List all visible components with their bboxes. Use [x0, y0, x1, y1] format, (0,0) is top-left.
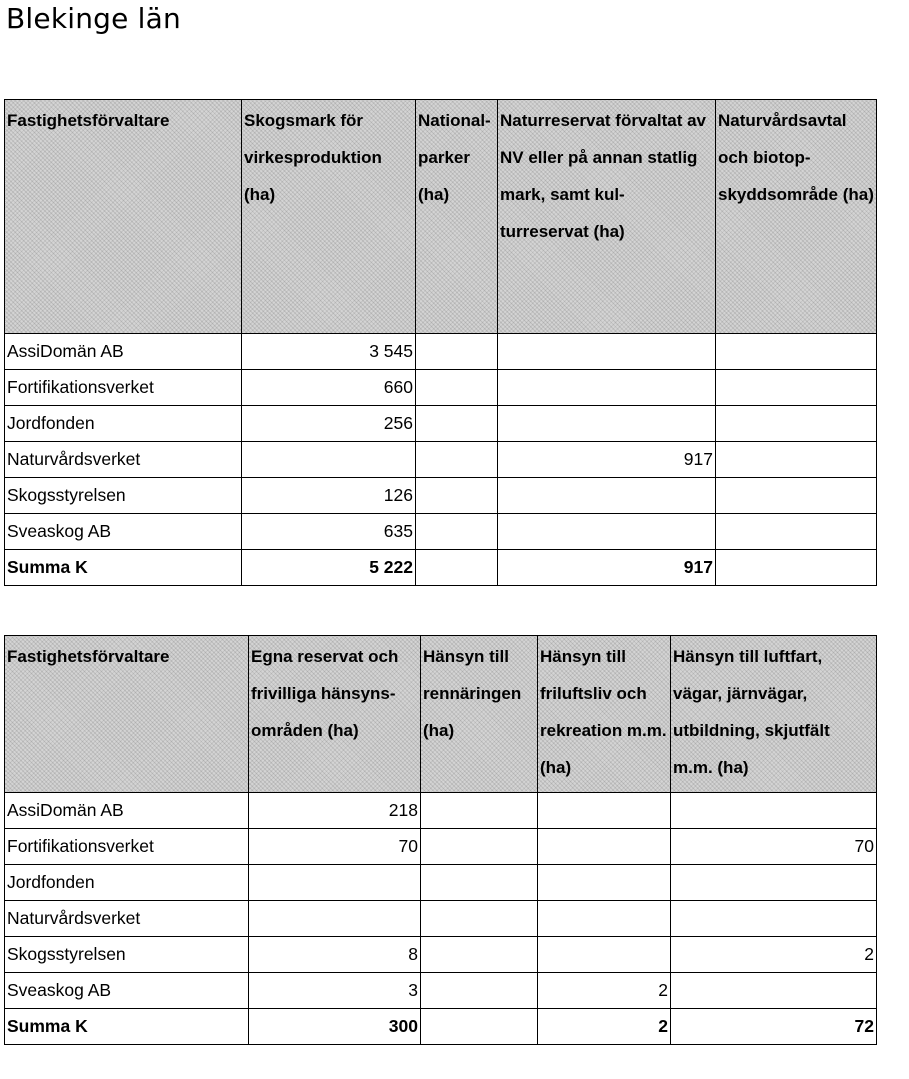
value-cell: 70	[249, 829, 421, 865]
sum-row	[5, 550, 877, 586]
value-cell	[416, 514, 498, 550]
value-cell	[671, 793, 877, 829]
value-cell: 256	[242, 406, 416, 442]
table-row	[5, 478, 877, 514]
value-cell	[716, 550, 877, 586]
value-cell	[716, 478, 877, 514]
header-cell: Fastighetsförvaltare	[5, 636, 249, 793]
value-cell	[538, 865, 671, 901]
sum-row	[5, 1009, 877, 1045]
value-cell	[421, 973, 538, 1009]
row-label: Jordfonden	[5, 406, 242, 442]
value-cell	[421, 937, 538, 973]
value-cell: 300	[249, 1009, 421, 1045]
value-cell	[416, 550, 498, 586]
row-label: Skogsstyrelsen	[5, 478, 242, 514]
table-row	[5, 793, 877, 829]
header-cell: Skogsmark för virkesproduktion (ha)	[242, 100, 416, 334]
value-cell: 635	[242, 514, 416, 550]
table-1-header-row	[5, 100, 877, 334]
value-cell	[716, 406, 877, 442]
value-cell	[716, 514, 877, 550]
header-cell: Hänsyn till luftfart, vägar, järnvägar, utbildning, skjutfält m.m. (ha)	[671, 636, 877, 793]
header-cell: Naturreservat förvaltat av NV eller på annan statlig mark, samt kul-turreservat (ha)	[498, 100, 716, 334]
value-cell: 660	[242, 370, 416, 406]
row-label: Naturvårdsverket	[5, 901, 249, 937]
row-label: Sveaskog AB	[5, 514, 242, 550]
value-cell: 3 545	[242, 334, 416, 370]
value-cell	[671, 901, 877, 937]
value-cell: 2	[671, 937, 877, 973]
value-cell	[421, 865, 538, 901]
value-cell	[538, 901, 671, 937]
table-row	[5, 973, 877, 1009]
row-label: Jordfonden	[5, 865, 249, 901]
table-row	[5, 406, 877, 442]
row-label: Naturvårdsverket	[5, 442, 242, 478]
table-row	[5, 901, 877, 937]
value-cell	[242, 442, 416, 478]
value-cell	[421, 829, 538, 865]
value-cell	[416, 442, 498, 478]
value-cell	[421, 793, 538, 829]
value-cell	[716, 334, 877, 370]
table-row	[5, 829, 877, 865]
header-cell: Hänsyn till rennäringen (ha)	[421, 636, 538, 793]
value-cell	[249, 865, 421, 901]
value-cell: 218	[249, 793, 421, 829]
row-label: Skogsstyrelsen	[5, 937, 249, 973]
table-row	[5, 937, 877, 973]
value-cell	[498, 370, 716, 406]
value-cell: 72	[671, 1009, 877, 1045]
value-cell: 917	[498, 442, 716, 478]
value-cell: 126	[242, 478, 416, 514]
row-label: AssiDomän AB	[5, 793, 249, 829]
table-row	[5, 334, 877, 370]
value-cell: 3	[249, 973, 421, 1009]
value-cell	[421, 901, 538, 937]
value-cell: 917	[498, 550, 716, 586]
row-label: Fortifikationsverket	[5, 370, 242, 406]
value-cell	[716, 442, 877, 478]
value-cell	[416, 406, 498, 442]
header-cell: Fastighetsförvaltare	[5, 100, 242, 334]
value-cell: 8	[249, 937, 421, 973]
value-cell	[416, 370, 498, 406]
value-cell	[498, 514, 716, 550]
row-label: Sveaskog AB	[5, 973, 249, 1009]
value-cell: 70	[671, 829, 877, 865]
value-cell	[416, 478, 498, 514]
value-cell	[498, 334, 716, 370]
value-cell	[538, 937, 671, 973]
value-cell	[421, 1009, 538, 1045]
page-title: Blekinge län	[6, 2, 181, 35]
table-2	[4, 635, 877, 1045]
value-cell	[498, 478, 716, 514]
row-label: AssiDomän AB	[5, 334, 242, 370]
table-row	[5, 442, 877, 478]
table-row	[5, 514, 877, 550]
table-2-header-row	[5, 636, 877, 793]
table-1	[4, 99, 877, 586]
value-cell	[498, 406, 716, 442]
table-row	[5, 370, 877, 406]
header-cell: Hänsyn till friluftsliv och rekreation m.m. (ha)	[538, 636, 671, 793]
value-cell	[538, 793, 671, 829]
value-cell	[416, 334, 498, 370]
value-cell: 5 222	[242, 550, 416, 586]
value-cell	[671, 865, 877, 901]
row-label: Summa K	[5, 550, 242, 586]
header-cell: Naturvårdsavtal och biotop-skyddsområde (ha)	[716, 100, 877, 334]
value-cell	[538, 829, 671, 865]
value-cell: 2	[538, 1009, 671, 1045]
value-cell	[716, 370, 877, 406]
row-label: Summa K	[5, 1009, 249, 1045]
value-cell: 2	[538, 973, 671, 1009]
row-label: Fortifikationsverket	[5, 829, 249, 865]
table-row	[5, 865, 877, 901]
header-cell: National-parker (ha)	[416, 100, 498, 334]
value-cell	[671, 973, 877, 1009]
header-cell: Egna reservat och frivilliga hänsyns-områden (ha)	[249, 636, 421, 793]
value-cell	[249, 901, 421, 937]
